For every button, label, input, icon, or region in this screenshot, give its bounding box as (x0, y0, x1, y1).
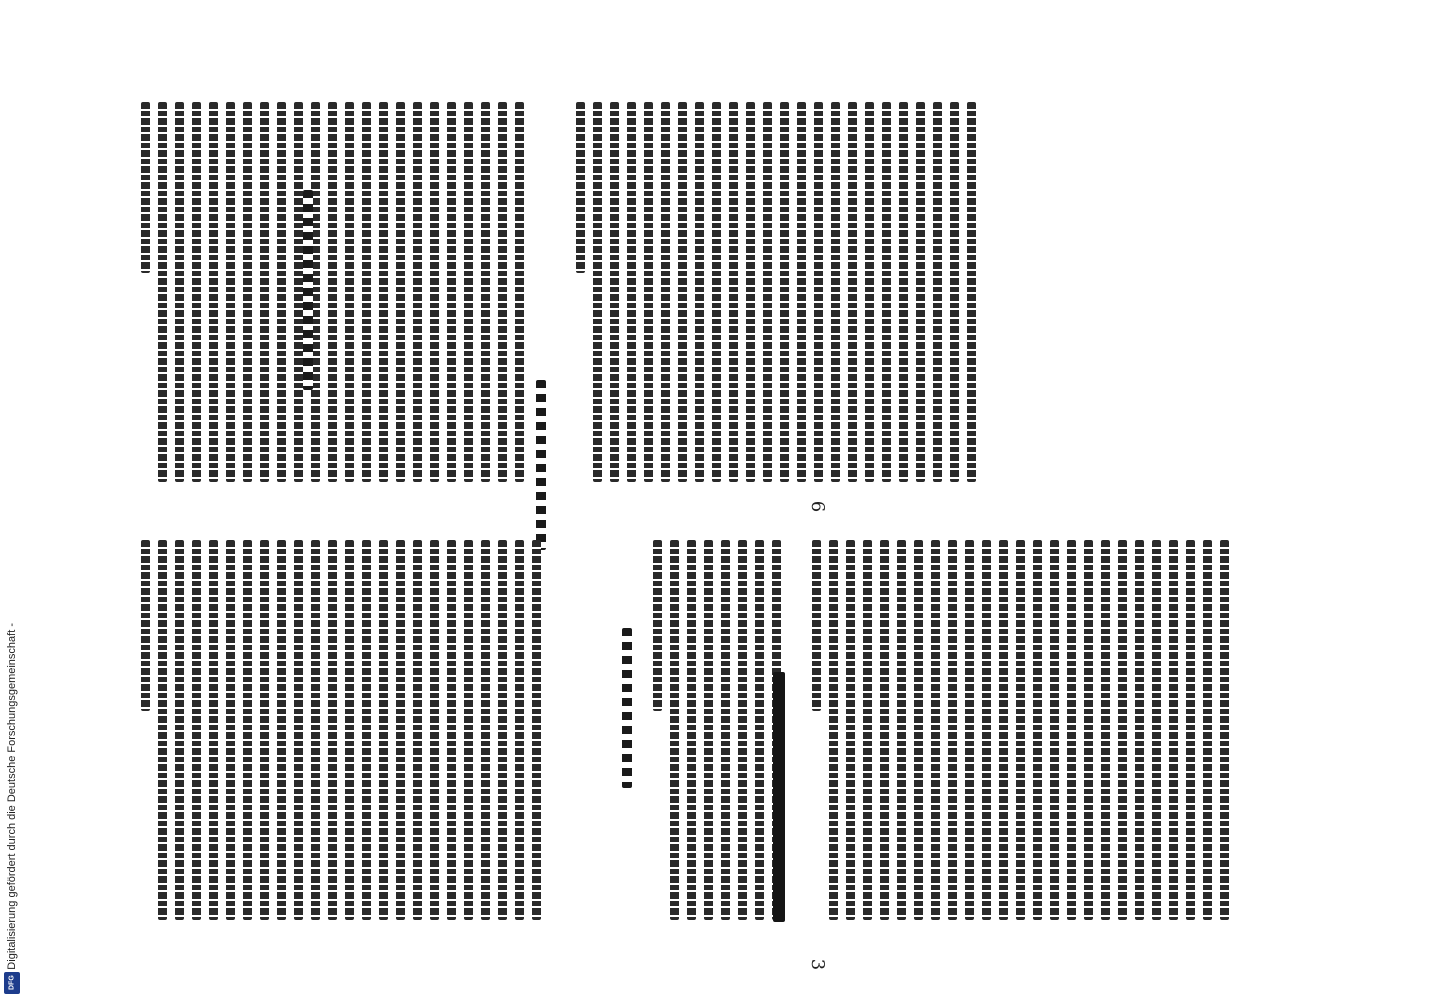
text-line (1084, 540, 1093, 920)
text-line (695, 102, 704, 482)
text-line (464, 540, 473, 920)
text-line (1033, 540, 1042, 920)
text-line (661, 102, 670, 482)
text-line (175, 540, 184, 920)
text-line (627, 102, 636, 482)
text-line (916, 102, 925, 482)
text-line (948, 540, 957, 920)
text-line (678, 102, 687, 482)
credit-text: Digitalisierung gefördert durch die Deutsche Forschungsgemeinschaft - (6, 623, 18, 970)
text-line (515, 540, 524, 920)
text-line (192, 102, 201, 482)
text-line (311, 540, 320, 920)
text-line (175, 102, 184, 482)
text-line (345, 540, 354, 920)
text-line (141, 102, 150, 273)
text-line (396, 540, 405, 920)
text-line (498, 540, 507, 920)
right-page-text-upper (812, 540, 1237, 920)
text-line (294, 540, 303, 920)
text-line (413, 540, 422, 920)
right-page-text-lower (141, 540, 549, 920)
text-line (1016, 540, 1025, 920)
text-line (498, 102, 507, 482)
text-line (848, 102, 857, 482)
heading-organisation (773, 672, 785, 922)
dfg-logo: DFG (4, 972, 20, 994)
text-line (755, 540, 764, 920)
text-line (1152, 540, 1161, 920)
text-line (430, 102, 439, 482)
text-line (260, 102, 269, 482)
text-line (721, 540, 730, 920)
text-line (780, 102, 789, 482)
text-line (797, 102, 806, 482)
text-line (1220, 540, 1229, 920)
text-line (141, 540, 150, 711)
text-line (226, 540, 235, 920)
text-line (515, 102, 524, 482)
text-line (1101, 540, 1110, 920)
text-line (430, 540, 439, 920)
right-page-text-middle (653, 540, 789, 920)
text-line (899, 102, 908, 482)
text-line (1186, 540, 1195, 920)
text-line (831, 102, 840, 482)
text-line (464, 102, 473, 482)
text-line (829, 540, 838, 920)
text-line (1135, 540, 1144, 920)
text-line (610, 102, 619, 482)
text-line (593, 102, 602, 482)
text-line (644, 102, 653, 482)
text-line (481, 540, 490, 920)
text-line (277, 102, 286, 482)
text-line (729, 102, 738, 482)
page-number-right: 3 (807, 958, 829, 971)
text-line (812, 540, 821, 711)
text-line (328, 540, 337, 920)
text-line (897, 540, 906, 920)
text-line (965, 540, 974, 920)
text-line (914, 540, 923, 920)
page-number-left: 6 (807, 500, 829, 513)
text-line (967, 102, 976, 482)
text-line (294, 102, 303, 482)
text-line (447, 540, 456, 920)
heading-vortraege (536, 380, 546, 550)
text-line (863, 540, 872, 920)
text-line (158, 540, 167, 920)
digitization-credit (0, 0, 24, 1000)
text-line (653, 540, 662, 711)
text-line (933, 102, 942, 482)
text-line (362, 102, 371, 482)
text-line (209, 102, 218, 482)
text-line (379, 540, 388, 920)
text-line (931, 540, 940, 920)
text-line (738, 540, 747, 920)
text-line (670, 540, 679, 920)
text-line (576, 102, 585, 273)
text-line (704, 540, 713, 920)
text-line (1050, 540, 1059, 920)
text-line (999, 540, 1008, 920)
text-line (1169, 540, 1178, 920)
text-line (1203, 540, 1212, 920)
text-line (746, 102, 755, 482)
text-line (243, 540, 252, 920)
heading-exportpropaganda (303, 190, 313, 390)
text-line (192, 540, 201, 920)
text-line (846, 540, 855, 920)
text-line (345, 102, 354, 482)
heading-nachrichtendienst (622, 628, 632, 788)
text-line (763, 102, 772, 482)
text-line (226, 102, 235, 482)
text-line (362, 540, 371, 920)
text-line (1118, 540, 1127, 920)
text-line (158, 102, 167, 482)
text-line (413, 102, 422, 482)
text-line (712, 102, 721, 482)
text-line (950, 102, 959, 482)
text-line (865, 102, 874, 482)
text-line (277, 540, 286, 920)
text-line (880, 540, 889, 920)
text-line (260, 540, 269, 920)
text-line (1067, 540, 1076, 920)
text-line (532, 540, 541, 920)
text-line (447, 102, 456, 482)
text-line (379, 102, 388, 482)
text-line (396, 102, 405, 482)
text-line (481, 102, 490, 482)
text-line (814, 102, 823, 482)
text-line (882, 102, 891, 482)
text-line (209, 540, 218, 920)
text-line (243, 102, 252, 482)
text-line (982, 540, 991, 920)
text-line (687, 540, 696, 920)
left-page-text-lower (141, 102, 532, 482)
left-page-text-upper (576, 102, 984, 482)
text-line (328, 102, 337, 482)
